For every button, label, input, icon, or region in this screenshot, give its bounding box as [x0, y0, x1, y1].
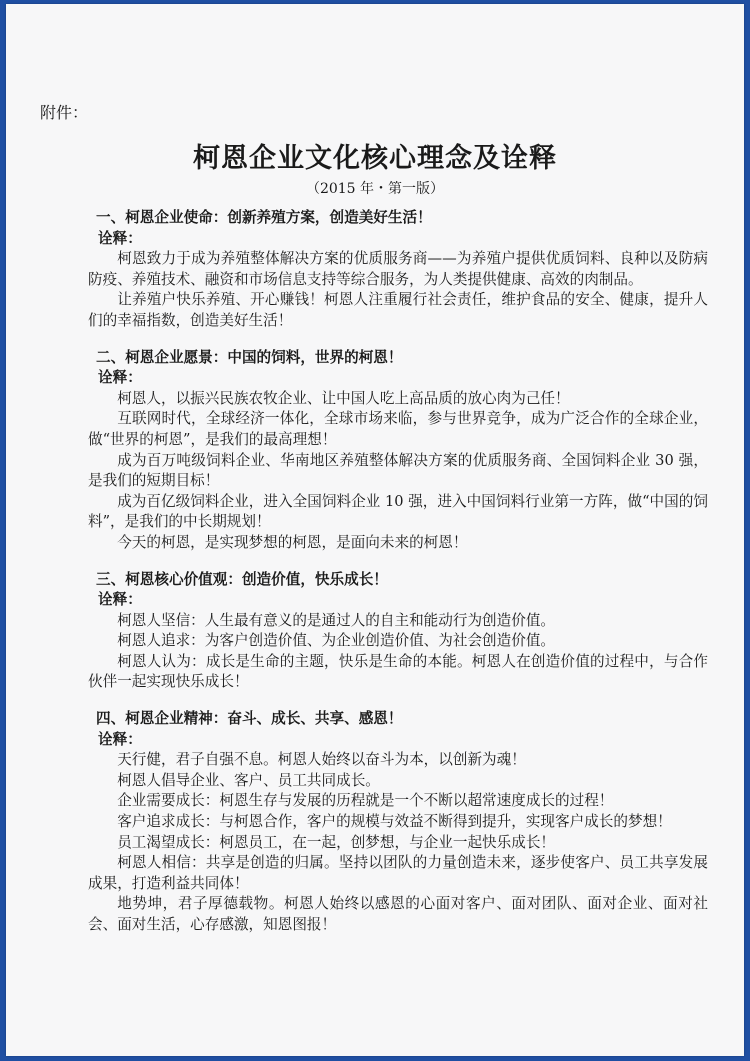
paragraph: 成为百万吨级饲料企业、华南地区养殖整体解决方案的优质服务商、全国饲料企业 30 强，是我们的短期目标！	[88, 451, 708, 490]
section-mission	[88, 208, 708, 332]
section-heading: 二、柯恩企业愿景：中国的饲料，世界的柯恩！	[96, 348, 403, 366]
section-heading: 四、柯恩企业精神：奋斗、成长、共享、感恩！	[96, 710, 403, 728]
document-edition: （2015 年・第一版）	[305, 181, 445, 197]
section-spirit	[88, 709, 708, 936]
note-label: 诠释：	[98, 229, 142, 247]
document-title: 柯恩企业文化核心理念及诠释	[193, 143, 557, 174]
paragraph: 柯恩人相信：共享是创造的归属。坚持以团队的力量创造未来，逐步使客户、员工共享发展成果，打造利益共同体！	[88, 854, 708, 892]
paragraph: 让养殖户快乐养殖、开心赚钱！柯恩人注重履行社会责任，维护食品的安全、健康，提升人们的幸福指数，创造美好生活！	[88, 291, 708, 329]
paragraph: 天行健，君子自强不息。柯恩人始终以奋斗为本，以创新为魂！	[117, 751, 526, 769]
note-label: 诠释：	[98, 369, 142, 387]
paragraph: 柯恩人倡导企业、客户、员工共同成长。	[117, 771, 380, 789]
paragraph: 地势坤，君子厚德载物。柯恩人始终以感恩的心面对客户、面对团队、面对企业、面对社会、面对生活，心存感激，知恩图报！	[88, 895, 708, 933]
note-label: 诠释：	[98, 730, 142, 748]
paragraph: 柯恩人追求：为客户创造价值、为企业创造价值、为社会创造价值。	[117, 632, 556, 650]
section-vision	[88, 348, 708, 554]
document-body	[88, 208, 708, 952]
note-label: 诠释：	[98, 591, 142, 609]
paragraph: 柯恩致力于成为养殖整体解决方案的优质服务商——为养殖户提供优质饲料、良种以及防病防疫、养殖技术、融资和市场信息支持等综合服务，为人类提供健康、高效的肉制品。	[88, 250, 708, 288]
paragraph: 今天的柯恩，是实现梦想的柯恩，是面向未来的柯恩！	[117, 533, 468, 551]
section-heading: 三、柯恩核心价值观：创造价值，快乐成长！	[96, 570, 388, 588]
attachment-label: 附件：	[40, 103, 89, 122]
paragraph: 柯恩人坚信：人生最有意义的是通过人的自主和能动行为创造价值。	[117, 611, 556, 629]
section-heading: 一、柯恩企业使命：创新养殖方案，创造美好生活！	[96, 209, 432, 226]
paragraph: 员工渴望成长：柯恩员工，在一起，创梦想，与企业一起快乐成长！	[117, 833, 556, 851]
paragraph: 互联网时代，全球经济一体化，全球市场来临，参与世界竞争，成为广泛合作的全球企业，做“世界的柯恩”，是我们的最高理想！	[88, 410, 708, 448]
paragraph: 柯恩人认为：成长是生命的主题，快乐是生命的本能。柯恩人在创造价值的过程中，与合作伙伴一起实现快乐成长！	[88, 652, 708, 691]
paragraph: 企业需要成长：柯恩生存与发展的历程就是一个不断以超常速度成长的过程！	[117, 792, 614, 810]
paragraph: 客户追求成长：与柯恩合作，客户的规模与效益不断得到提升，实现客户成长的梦想！	[117, 813, 672, 831]
section-core-values	[88, 570, 708, 694]
paragraph: 柯恩人，以振兴民族农牧企业、让中国人吃上高品质的放心肉为己任！	[117, 389, 570, 407]
document-page	[6, 4, 744, 1056]
paragraph: 成为百亿级饲料企业，进入全国饲料企业 10 强，进入中国饲料行业第一方阵，做“中国的饲料”，是我们的中长期规划！	[88, 492, 708, 531]
